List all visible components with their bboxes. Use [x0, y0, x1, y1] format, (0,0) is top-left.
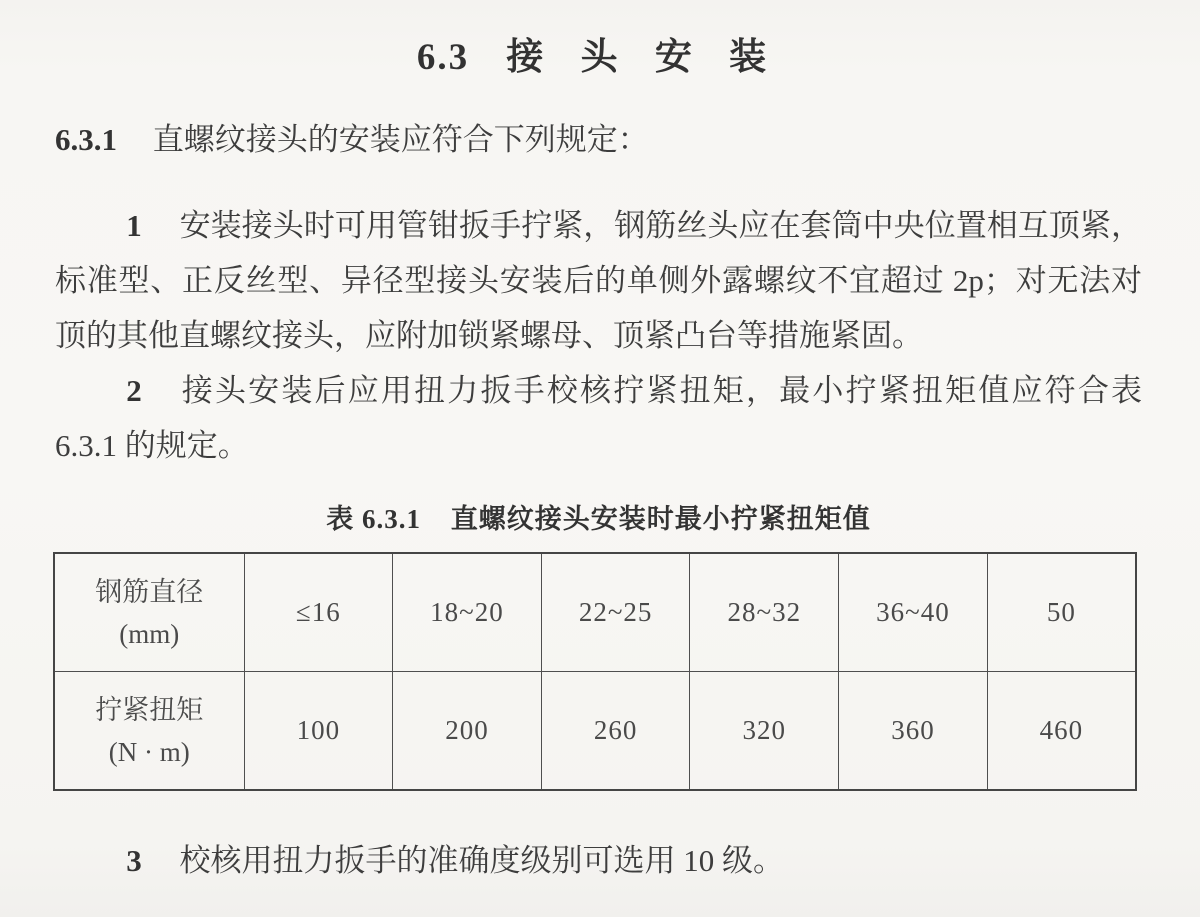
diameter-cell-1: ≤16 [244, 553, 393, 672]
torque-cell-2: 200 [393, 672, 542, 791]
torque-cell-1: 100 [244, 672, 393, 791]
item-1-text: 安装接头时可用管钳扳手拧紧，钢筋丝头应在套筒中央位置相互顶紧，标准型、正反丝型、异径型接头安装后的单侧外露螺纹不宜超过 2p；对无法对顶的其他直螺纹接头，应附加锁紧螺母、顶紧凸台等措施紧固。 [55, 208, 1142, 353]
torque-cell-5: 360 [839, 672, 988, 791]
clause-intro [55, 112, 1142, 167]
item-3-number: 3 [126, 843, 142, 878]
table-caption-title: 直螺纹接头安装时最小拧紧扭矩值 [450, 504, 871, 534]
diameter-cell-4: 28~32 [690, 553, 839, 672]
clause-item-2 [55, 363, 1142, 473]
clause-number: 6.3.1 [55, 122, 117, 157]
torque-cell-6: 460 [987, 672, 1136, 791]
section-heading [55, 26, 1142, 80]
torque-cell-4: 320 [690, 672, 839, 791]
diameter-cell-5: 36~40 [839, 553, 988, 672]
row-label-diameter-line2: (mm) [119, 618, 180, 649]
section-number: 6.3 [416, 37, 470, 78]
clause-item-1 [55, 198, 1142, 363]
item-2-text: 接头安装后应用扭力扳手校核拧紧扭矩，最小拧紧扭矩值应符合表 6.3.1 的规定。 [55, 373, 1143, 463]
item-2-number: 2 [126, 373, 142, 408]
row-label-torque [54, 672, 244, 791]
item-3-text: 校核用扭力扳手的准确度级别可选用 10 级。 [179, 843, 785, 878]
table-caption-number: 表 6.3.1 [326, 504, 421, 534]
diameter-cell-2: 18~20 [393, 553, 542, 672]
torque-table [53, 552, 1137, 791]
row-label-torque-line1: 拧紧扭矩 [95, 694, 204, 725]
section-title: 接 头 安 装 [506, 37, 781, 78]
diameter-cell-6: 50 [987, 553, 1136, 672]
table-row-torque [54, 672, 1136, 791]
table-caption [55, 497, 1142, 536]
diameter-cell-3: 22~25 [541, 553, 690, 672]
clause-item-3 [55, 833, 1142, 888]
row-label-torque-line2: (N · m) [108, 736, 190, 767]
torque-cell-3: 260 [541, 672, 690, 791]
clause-intro-text: 直螺纹接头的安装应符合下列规定： [152, 122, 649, 157]
item-1-number: 1 [126, 208, 142, 243]
row-label-diameter [54, 553, 244, 672]
table-row-diameter [54, 553, 1136, 672]
row-label-diameter-line1: 钢筋直径 [95, 576, 204, 607]
